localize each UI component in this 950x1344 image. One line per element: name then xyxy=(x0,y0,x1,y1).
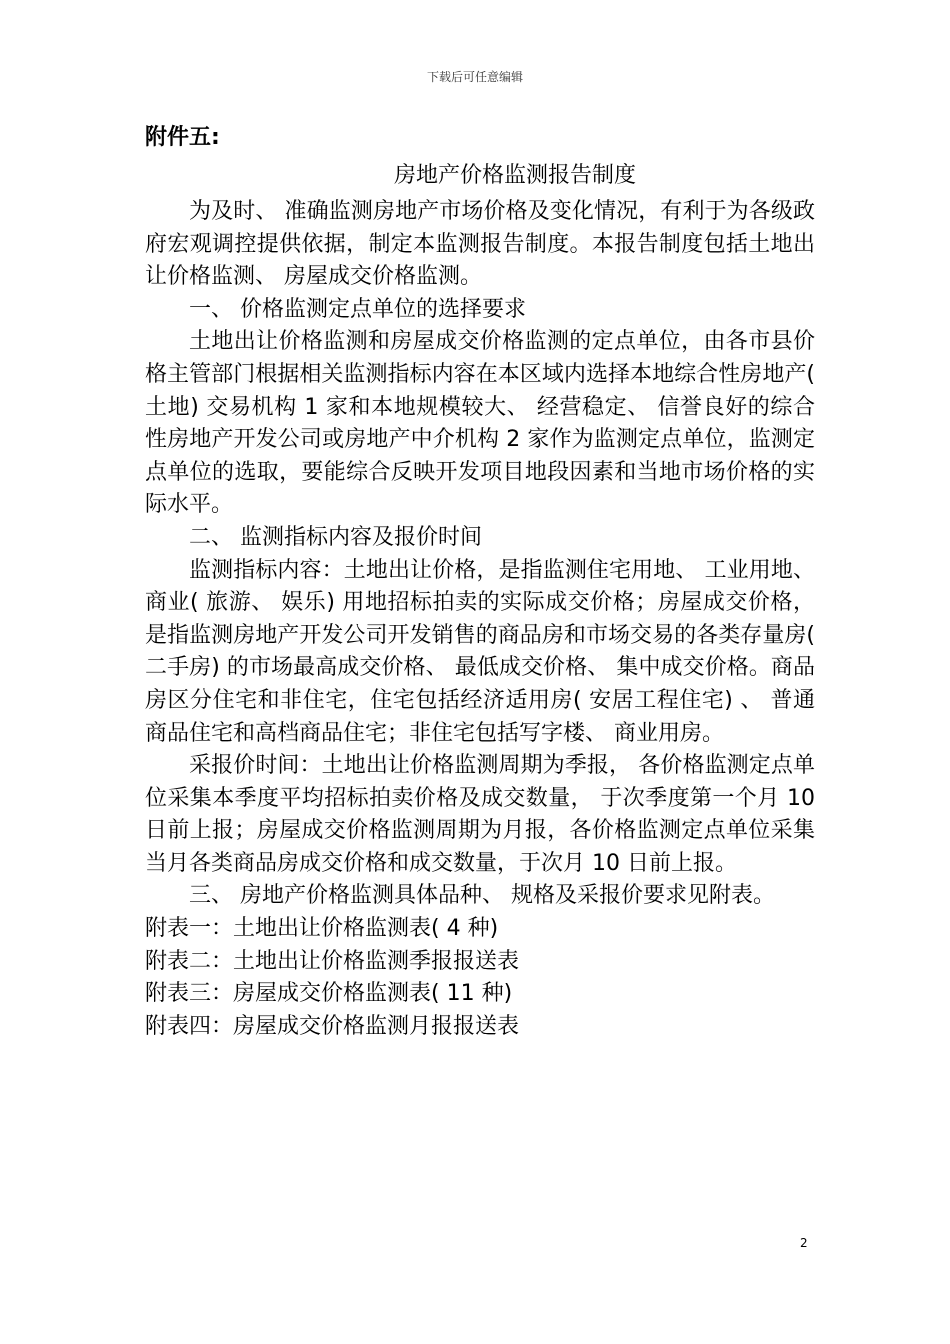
section-2-reporting-time: 采报价时间：土地出让价格监测周期为季报， 各价格监测定点单位采集本季度平均招标拍卖价格及成交数量， 于次季度第一个月 10 日前上报；房屋成交价格监测周期为月报，各价格监测定点单位采集当月各类商品房成交价格和成交数量，于次月 10 日前上报。 xyxy=(145,753,815,876)
appendix-item-3: 附表三：房屋成交价格监测表( 11 种) xyxy=(145,981,513,1007)
attachment-label: 附件五: xyxy=(145,125,220,150)
section-2-heading: 二、 监测指标内容及报价时间 xyxy=(189,524,482,550)
appendix-item-2: 附表二：土地出让价格监测季报报送表 xyxy=(145,948,520,974)
section-3-line: 三、 房地产价格监测具体品种、 规格及采报价要求见附表。 xyxy=(189,883,775,909)
appendix-item-4: 附表四：房屋成交价格监测月报报送表 xyxy=(145,1013,520,1039)
section-1-body: 土地出让价格监测和房屋成交价格监测的定点单位，由各市县价格主管部门根据相关监测指标内容在本区域内选择本地综合性房地产( 土地) 交易机构 1 家和本地规模较大、 经营稳定、 信誉良好的综合性房地产开发公司或房地产中介机构 2 家作为监测定点单位，监测定点单位的选取，要能综合反映开发项目地段因素和当地市场价格的实际水平。 xyxy=(145,329,815,518)
appendix-item-1: 附表一：土地出让价格监测表( 4 种) xyxy=(145,916,499,942)
document-body xyxy=(145,120,815,1043)
section-2-indicators: 监测指标内容：土地出让价格，是指监测住宅用地、 工业用地、 商业( 旅游、 娱乐) 用地招标拍卖的实际成交价格；房屋成交价格，是指监测房地产开发公司开发销售的商品房和市场交易的各类存量房( 二手房) 的市场最高成交价格、 最低成交价格、 集中成交价格。商品房区分住宅和非住宅，住宅包括经济适用房( 安居工程住宅) 、 普通商品住宅和高档商品住宅；非住宅包括写字楼、 商业用房。 xyxy=(145,557,815,746)
section-1-heading: 一、 价格监测定点单位的选择要求 xyxy=(189,296,526,322)
page-header-note: 下载后可任意编辑 xyxy=(426,70,523,84)
intro-paragraph: 为及时、 准确监测房地产市场价格及变化情况，有利于为各级政府宏观调控提供依据，制定本监测报告制度。本报告制度包括土地出让价格监测、 房屋成交价格监测。 xyxy=(145,199,815,290)
document-title: 房地产价格监测报告制度 xyxy=(393,163,636,188)
page-number: 2 xyxy=(800,1236,808,1250)
